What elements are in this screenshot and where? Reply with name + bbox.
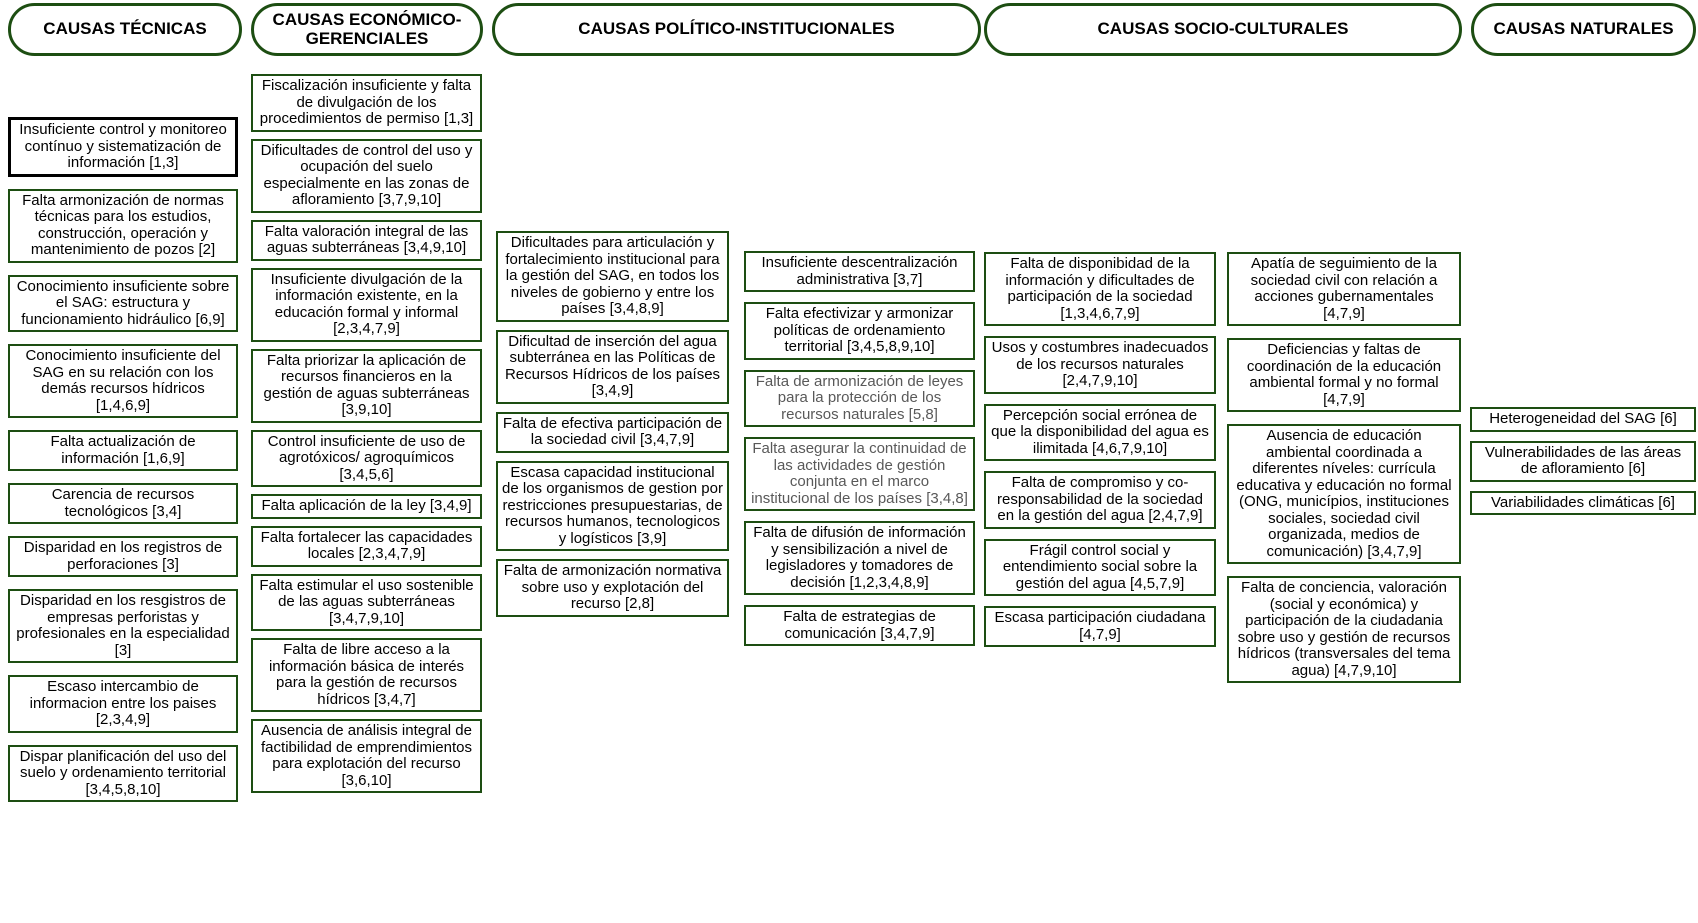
cause-box: Falta de difusión de información y sensibilización a nivel de legisladores y tomadores de decisión [1,2,3,4,8,9]: [744, 521, 975, 595]
column-causas-socio-culturales-left: [984, 252, 1216, 647]
cause-box: Apatía de seguimiento de la sociedad civil con relación a acciones gubernamentales [4,7,9]: [1227, 252, 1461, 326]
cause-box: Falta de conciencia, valoración (social y económica) y participación de la ciudadania sobre uso y gestión de recursos hídricos (transversales del tema agua) [4,7,9,10]: [1227, 576, 1461, 683]
cause-box: Usos y costumbres inadecuados de los recursos naturales [2,4,7,9,10]: [984, 336, 1216, 394]
cause-box: Falta asegurar la continuidad de las actividades de gestión conjunta en el marco institucional de los países [3,4,8]: [744, 437, 975, 511]
cause-box: Disparidad en los resgistros de empresas perforistas y profesionales en la especialidad [3]: [8, 589, 238, 663]
cause-box: Falta de efectiva participación de la sociedad civil [3,4,7,9]: [496, 412, 729, 453]
cause-box: Conocimiento insuficiente del SAG en su relación con los demás recursos hídricos [1,4,6,9]: [8, 344, 238, 418]
cause-box: Falta valoración integral de las aguas subterráneas [3,4,9,10]: [251, 220, 482, 261]
column-causas-economico-gerenciales: [251, 74, 482, 793]
cause-box: Carencia de recursos tecnológicos [3,4]: [8, 483, 238, 524]
cause-box: Falta de compromiso y co-responsabilidad de la sociedad en la gestión del agua [2,4,7,9]: [984, 471, 1216, 529]
cause-box: Heterogeneidad del SAG [6]: [1470, 407, 1696, 432]
cause-box: Falta aplicación de la ley [3,4,9]: [251, 494, 482, 519]
cause-box: Falta actualización de información [1,6,9]: [8, 430, 238, 471]
cause-box: Ausencia de análisis integral de factibilidad de emprendimientos para explotación del recurso [3,6,10]: [251, 719, 482, 793]
cause-box: Escasa participación ciudadana [4,7,9]: [984, 606, 1216, 647]
cause-box: Falta de armonización de leyes para la protección de los recursos naturales [5,8]: [744, 370, 975, 428]
group-header-causas-naturales: CAUSAS NATURALES: [1471, 3, 1696, 56]
cause-box: Falta estimular el uso sostenible de las aguas subterráneas [3,4,7,9,10]: [251, 574, 482, 632]
cause-box: Fiscalización insuficiente y falta de divulgación de los procedimientos de permiso [1,3]: [251, 74, 482, 132]
cause-box: Deficiencias y faltas de coordinación de la educación ambiental formal y no formal [4,7,9]: [1227, 338, 1461, 412]
cause-box: Ausencia de educación ambiental coordinada a diferentes níveles: currícula educativa y educación no formal (ONG, municípios, instituciones sociales, sociedad civil organizada, medios de comunicación) [3,4,7,9]: [1227, 424, 1461, 564]
column-causas-politico-institucionales-left: [496, 231, 729, 617]
cause-box: Falta de disponibidad de la información y dificultades de participación de la sociedad [1,3,4,6,7,9]: [984, 252, 1216, 326]
cause-box: Falta de libre acceso a la información básica de interés para la gestión de recursos hídricos [3,4,7]: [251, 638, 482, 712]
cause-box: Variabilidades climáticas [6]: [1470, 491, 1696, 516]
cause-box: Frágil control social y entendimiento social sobre la gestión del agua [4,5,7,9]: [984, 539, 1216, 597]
cause-box: Dispar planificación del uso del suelo y ordenamiento territorial [3,4,5,8,10]: [8, 745, 238, 803]
cause-box: Falta armonización de normas técnicas para los estudios, construcción, operación y mantenimiento de pozos [2]: [8, 189, 238, 263]
group-header-causas-socio-culturales: CAUSAS SOCIO-CULTURALES: [984, 3, 1462, 56]
cause-box: Dificultad de inserción del agua subterránea en las Políticas de Recursos Hídricos de los países [3,4,9]: [496, 330, 729, 404]
cause-box: Insuficiente control y monitoreo contínuo y sistematización de información [1,3]: [8, 117, 238, 177]
group-header-causas-politico-institucionales: CAUSAS POLÍTICO-INSTITUCIONALES: [492, 3, 981, 56]
cause-box: Insuficiente divulgación de la información existente, en la educación formal y informal [2,3,4,7,9]: [251, 268, 482, 342]
cause-box: Percepción social errónea de que la disponibilidad del agua es ilimitada [4,6,7,9,10]: [984, 404, 1216, 462]
cause-box: Falta fortalecer las capacidades locales [2,3,4,7,9]: [251, 526, 482, 567]
cause-box: Falta priorizar la aplicación de recursos financieros en la gestión de aguas subterráneas [3,9,10]: [251, 349, 482, 423]
cause-box: Dificultades para articulación y fortalecimiento institucional para la gestión del SAG, en todos los niveles de gobierno y entre los países [3,4,8,9]: [496, 231, 729, 322]
cause-box: Conocimiento insuficiente sobre el SAG: estructura y funcionamiento hidráulico [6,9]: [8, 275, 238, 333]
column-causas-politico-institucionales-right: [744, 251, 975, 646]
column-causas-socio-culturales-right: [1227, 252, 1461, 683]
cause-box: Control insuficiente de uso de agrotóxicos/ agroquímicos [3,4,5,6]: [251, 430, 482, 488]
cause-box: Escaso intercambio de informacion entre los paises [2,3,4,9]: [8, 675, 238, 733]
cause-box: Falta de estrategias de comunicación [3,4,7,9]: [744, 605, 975, 646]
group-header-causas-economico-gerenciales: CAUSAS ECONÓMICO-GERENCIALES: [251, 3, 483, 56]
group-header-causas-tecnicas: CAUSAS TÉCNICAS: [8, 3, 242, 56]
cause-box: Dificultades de control del uso y ocupación del suelo especialmente en las zonas de afloramiento [3,7,9,10]: [251, 139, 482, 213]
cause-box: Falta efectivizar y armonizar políticas de ordenamiento territorial [3,4,5,8,9,10]: [744, 302, 975, 360]
cause-box: Disparidad en los registros de perforaciones [3]: [8, 536, 238, 577]
cause-box: Falta de armonización normativa sobre uso y explotación del recurso [2,8]: [496, 559, 729, 617]
cause-box: Escasa capacidad institucional de los organismos de gestion por restricciones presupuestarias, de recursos humanos, tecnologicos y logísticos [3,9]: [496, 461, 729, 552]
cause-box: Vulnerabilidades de las áreas de afloramiento [6]: [1470, 441, 1696, 482]
column-causas-naturales: [1470, 407, 1696, 515]
column-causas-tecnicas: [8, 117, 238, 802]
cause-box: Insuficiente descentralización administrativa [3,7]: [744, 251, 975, 292]
